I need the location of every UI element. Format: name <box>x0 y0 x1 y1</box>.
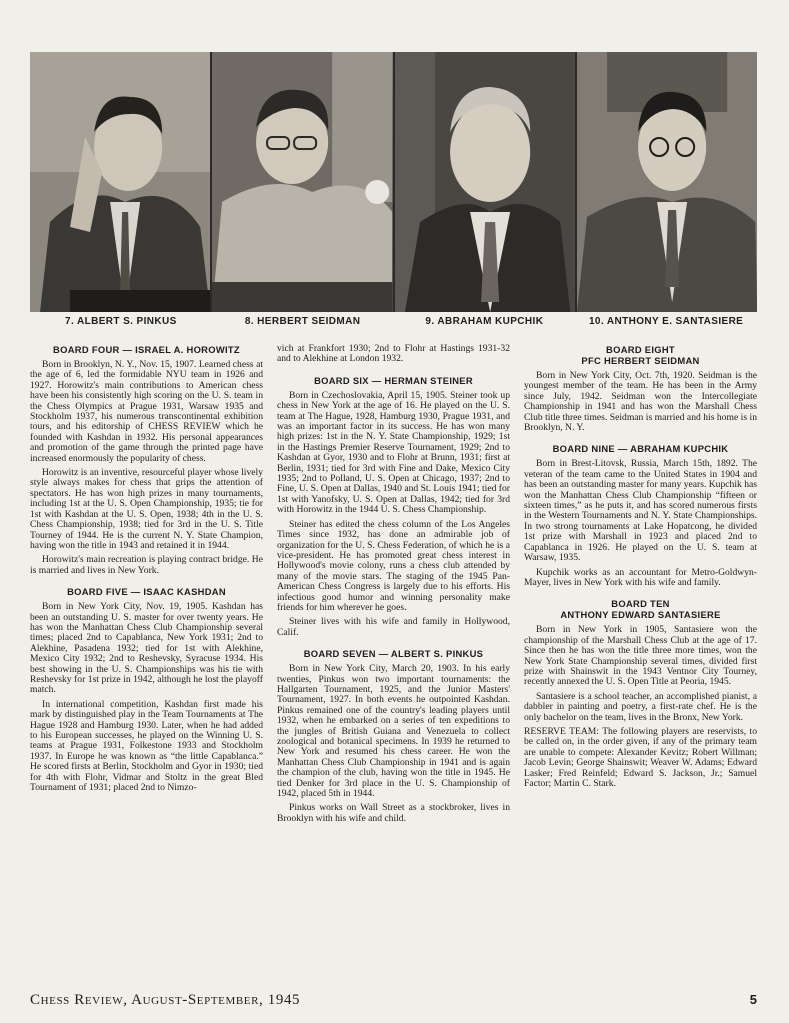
paragraph: vich at Frankfort 1930; 2nd to Flohr at Hastings 1931-32 and to Alekhine at London 1932. <box>277 343 510 365</box>
caption-santasiere: 10. ANTHONY E. SANTASIERE <box>588 316 744 327</box>
heading-board-six: BOARD SIX — HERMAN STEINER <box>314 374 473 386</box>
paragraph: Steiner has edited the chess column of the Los Angeles Times since 1932, has done an admirable job of organization for the U. S. Chess Federation, of which he is a vice-president. He has promoted great chess interest in Hollywood's movie colony, runs a chess club attended by many of the movie stars. The staging of the 1945 Pan-American Chess Congress is largely due to his efforts. His infectious good humor and winning personality make friends for him wherever he goes. <box>277 518 510 613</box>
heading-board-nine: BOARD NINE — ABRAHAM KUPCHIK <box>552 443 729 455</box>
article-columns <box>30 344 758 984</box>
paragraph: Steiner lives with his wife and family in Hollywood, Calif. <box>277 616 510 638</box>
heading-board-five: BOARD FIVE — ISAAC KASHDAN <box>67 586 226 598</box>
paragraph-reserve-team: RESERVE TEAM: The following players are reservists, to be called on, in the order given, if any of the primary team are unable to compete: Alexander Kevitz; Robert Willman; Jacob Levin; George Shainswit; Weaver W. Adams; Edward Lasker; Fred Reinfeld; Edward S. Jackson, Jr.; Samuel Factor; Martin C. Stark. <box>524 725 757 789</box>
photo-abraham-kupchik <box>395 52 575 312</box>
photo-captions <box>30 316 757 327</box>
paragraph: Born in New York City, Nov. 19, 1905. Kashdan has been an outstanding U. S. master for over twenty years. He has won the Manhattan Chess Club Championship several times; placed 2nd to Capablanca, New York 1931; 2nd to Alekhine, Pasadena 1932; tied for 1st with Alekhine, Mexico City 1932; 2nd to Reshevsky, Syracuse 1934. His best showing in the U. S. Championships was his tie with Reshevsky for 1st prize in 1942, although he lost the playoff match. <box>30 601 263 696</box>
column-1 <box>30 344 263 984</box>
page-number: 5 <box>749 992 757 1007</box>
paragraph: Born in Brooklyn, N. Y., Nov. 15, 1907. Learned chess at the age of 6, led the formidable NYU team in 1926 and 1927. Horowitz's main contributions to American chess have been his consistently high scoring on the U. S. team in the Chess Olympics at Prague 1931, Warsaw 1935 and Stockholm 1937, his numerous transcontinental exhibition tours, and his editorship of CHESS REVIEW which he founded with Kashdan in 1932. His personal appearances and promotion of the game through the printed page have increased enormously the popularity of chess. <box>30 359 263 464</box>
paragraph: Kupchik works as an accountant for Metro-Goldwyn-Mayer, lives in New York with his wife and family. <box>524 566 757 588</box>
photo-herbert-seidman <box>212 52 392 312</box>
photo-strip <box>30 52 757 312</box>
paragraph: Horowitz is an inventive, resourceful player whose lively style always makes for chess that grips the attention of spectators. He has won high prizes in many tournaments, including 1st at the U. S. Open Championship, 1935; tie for 1st with Kashdan at the U. S. Open, 1938; 4th in the U. S. Chess Championship, 1938; tied for 3rd in the U. S. Title Tourney of 1944. He is the current N. Y. State Champion, having won the title in 1943 and retained it in 1944. <box>30 467 263 551</box>
paragraph: Santasiere is a school teacher, an accomplished pianist, a dabbler in painting and poetry, a first-rate chef. He is the only bachelor on the team, lives in the Bronx, New York. <box>524 690 757 723</box>
page-footer <box>30 992 757 1012</box>
caption-pinkus: 7. ALBERT S. PINKUS <box>65 316 177 327</box>
paragraph: Horowitz's main recreation is playing contract bridge. He is married and lives in New York. <box>30 554 263 576</box>
magazine-title: Chess Review, August-September, 1945 <box>30 992 301 1008</box>
paragraph: Born in New York in 1905, Santasiere won the championship of the Marshall Chess Club at the age of 17. Since then he has won the title three more times, won the New York State Championship several times, divided first prize with Shainswit in the 1943 Ventnor City Tourney, recently annexed the U. S. Open Title at Peoria, 1945. <box>524 624 757 688</box>
paragraph: Pinkus works on Wall Street as a stockbroker, lives in Brooklyn with his wife and child. <box>277 802 510 824</box>
paragraph: Born in Brest-Litovsk, Russia, March 15th, 1892. The veteran of the team came to the United States in 1904 and has been an outstanding master for many years. Kupchik has won the Manhattan Chess Club Championship “fifteen or sixteen times,” as he puts it, and has scored numerous firsts in the Western Tournaments and N. Y. State Championships. In two strong tournaments at Lake Hopatcong, he divided 1st prize with Marshall in 1923 and placed 2nd to Capablanca in 1926. He played on the U. S. team at Warsaw, 1935. <box>524 458 757 564</box>
heading-board-ten-line1: BOARD TEN <box>611 598 670 610</box>
column-2 <box>277 344 510 984</box>
heading-board-four: BOARD FOUR — ISRAEL A. HOROWITZ <box>53 344 240 355</box>
heading-board-seven: BOARD SEVEN — ALBERT S. PINKUS <box>303 648 484 660</box>
heading-board-ten-line2: ANTHONY EDWARD SANTASIERE <box>560 609 721 621</box>
paragraph: In international competition, Kashdan first made his mark by distinguished play in the Team Tournaments at The Hague 1928 and Hamburg 1930. Later, when he had added to his European successes, he played on the Winning U. S. teams at Prague 1931, Folkestone 1933 and Stockholm 1937. In Europe he was known as “the little Capablanca.” He scored firsts at Berlin, Stockholm and Gyor in 1930; tied for 4th with Flohr, Vidmar and Stoltz in the great Bled Tournament of 1931; placed 2nd to Nimzo- <box>30 698 263 794</box>
caption-kupchik: 9. ABRAHAM KUPCHIK <box>425 316 544 327</box>
paragraph: Born in Czechoslovakia, April 15, 1905. Steiner took up chess in New York at the age of 16. He played on the U. S. team at The Hague, 1928, Hamburg 1930, Prague 1931, and was an important factor in its success. He has won many high prizes: 1st in the N. Y. State Championship, 1929; 1st in the Hastings Premier Reserve Tournament, 1929; 2nd to Kashdan at Gyor, 1930 and to Flohr at Brunn, 1931; first at Berlin, 1931; tied for 3rd with Fine and Dake, Mexico City 1935; 2nd to Polland, U. S. Open at Chicago, 1937; 2nd to Fine, U. S. Open at Dallas, 1940 and St. Louis 1941; tied for 1st with Yanofsky, U. S. Open at Dallas, 1942; tied for 3rd with Horowitz in the 1944 U. S. Chess Championship. <box>277 389 510 516</box>
column-3 <box>524 344 757 984</box>
heading-board-eight <box>524 344 757 366</box>
paragraph: Born in New York City, March 20, 1903. In his early twenties, Pinkus won two important tournaments: the Hallgarten Tournament, 1925, and the Junior Masters' Tournament, 1927. In both events he outpointed Kashdan. Pinkus remained one of the country's leading players until 1932, when he embarked on a series of ten expeditions to the jungles of British Guiana and Venezuela to collect zoological and botanical specimens. In 1939 he returned to New York and resumed his chess career. He won the Manhattan Chess Club Championship in 1941 and is again the champion of the club, having won the title in 1945. He tied Denker for 3rd place in the U. S. Championship of 1942, placed 5th in 1944. <box>277 663 510 800</box>
caption-seidman: 8. HERBERT SEIDMAN <box>244 316 361 327</box>
heading-board-eight-line1: BOARD EIGHT <box>606 344 675 355</box>
heading-board-eight-line2: PFC HERBERT SEIDMAN <box>581 355 700 366</box>
heading-board-ten <box>524 598 757 620</box>
photo-anthony-santasiere <box>577 52 757 312</box>
photo-albert-pinkus <box>30 52 210 312</box>
paragraph: Born in New York City, Oct. 7th, 1920. Seidman is the youngest member of the team. He has been in the Army since July, 1942. Seidman won the Intercollegiate Championship in 1941 and has won the Marshall Chess Club title three times. Seidman is married and his home is in Brooklyn, N. Y. <box>524 370 757 434</box>
